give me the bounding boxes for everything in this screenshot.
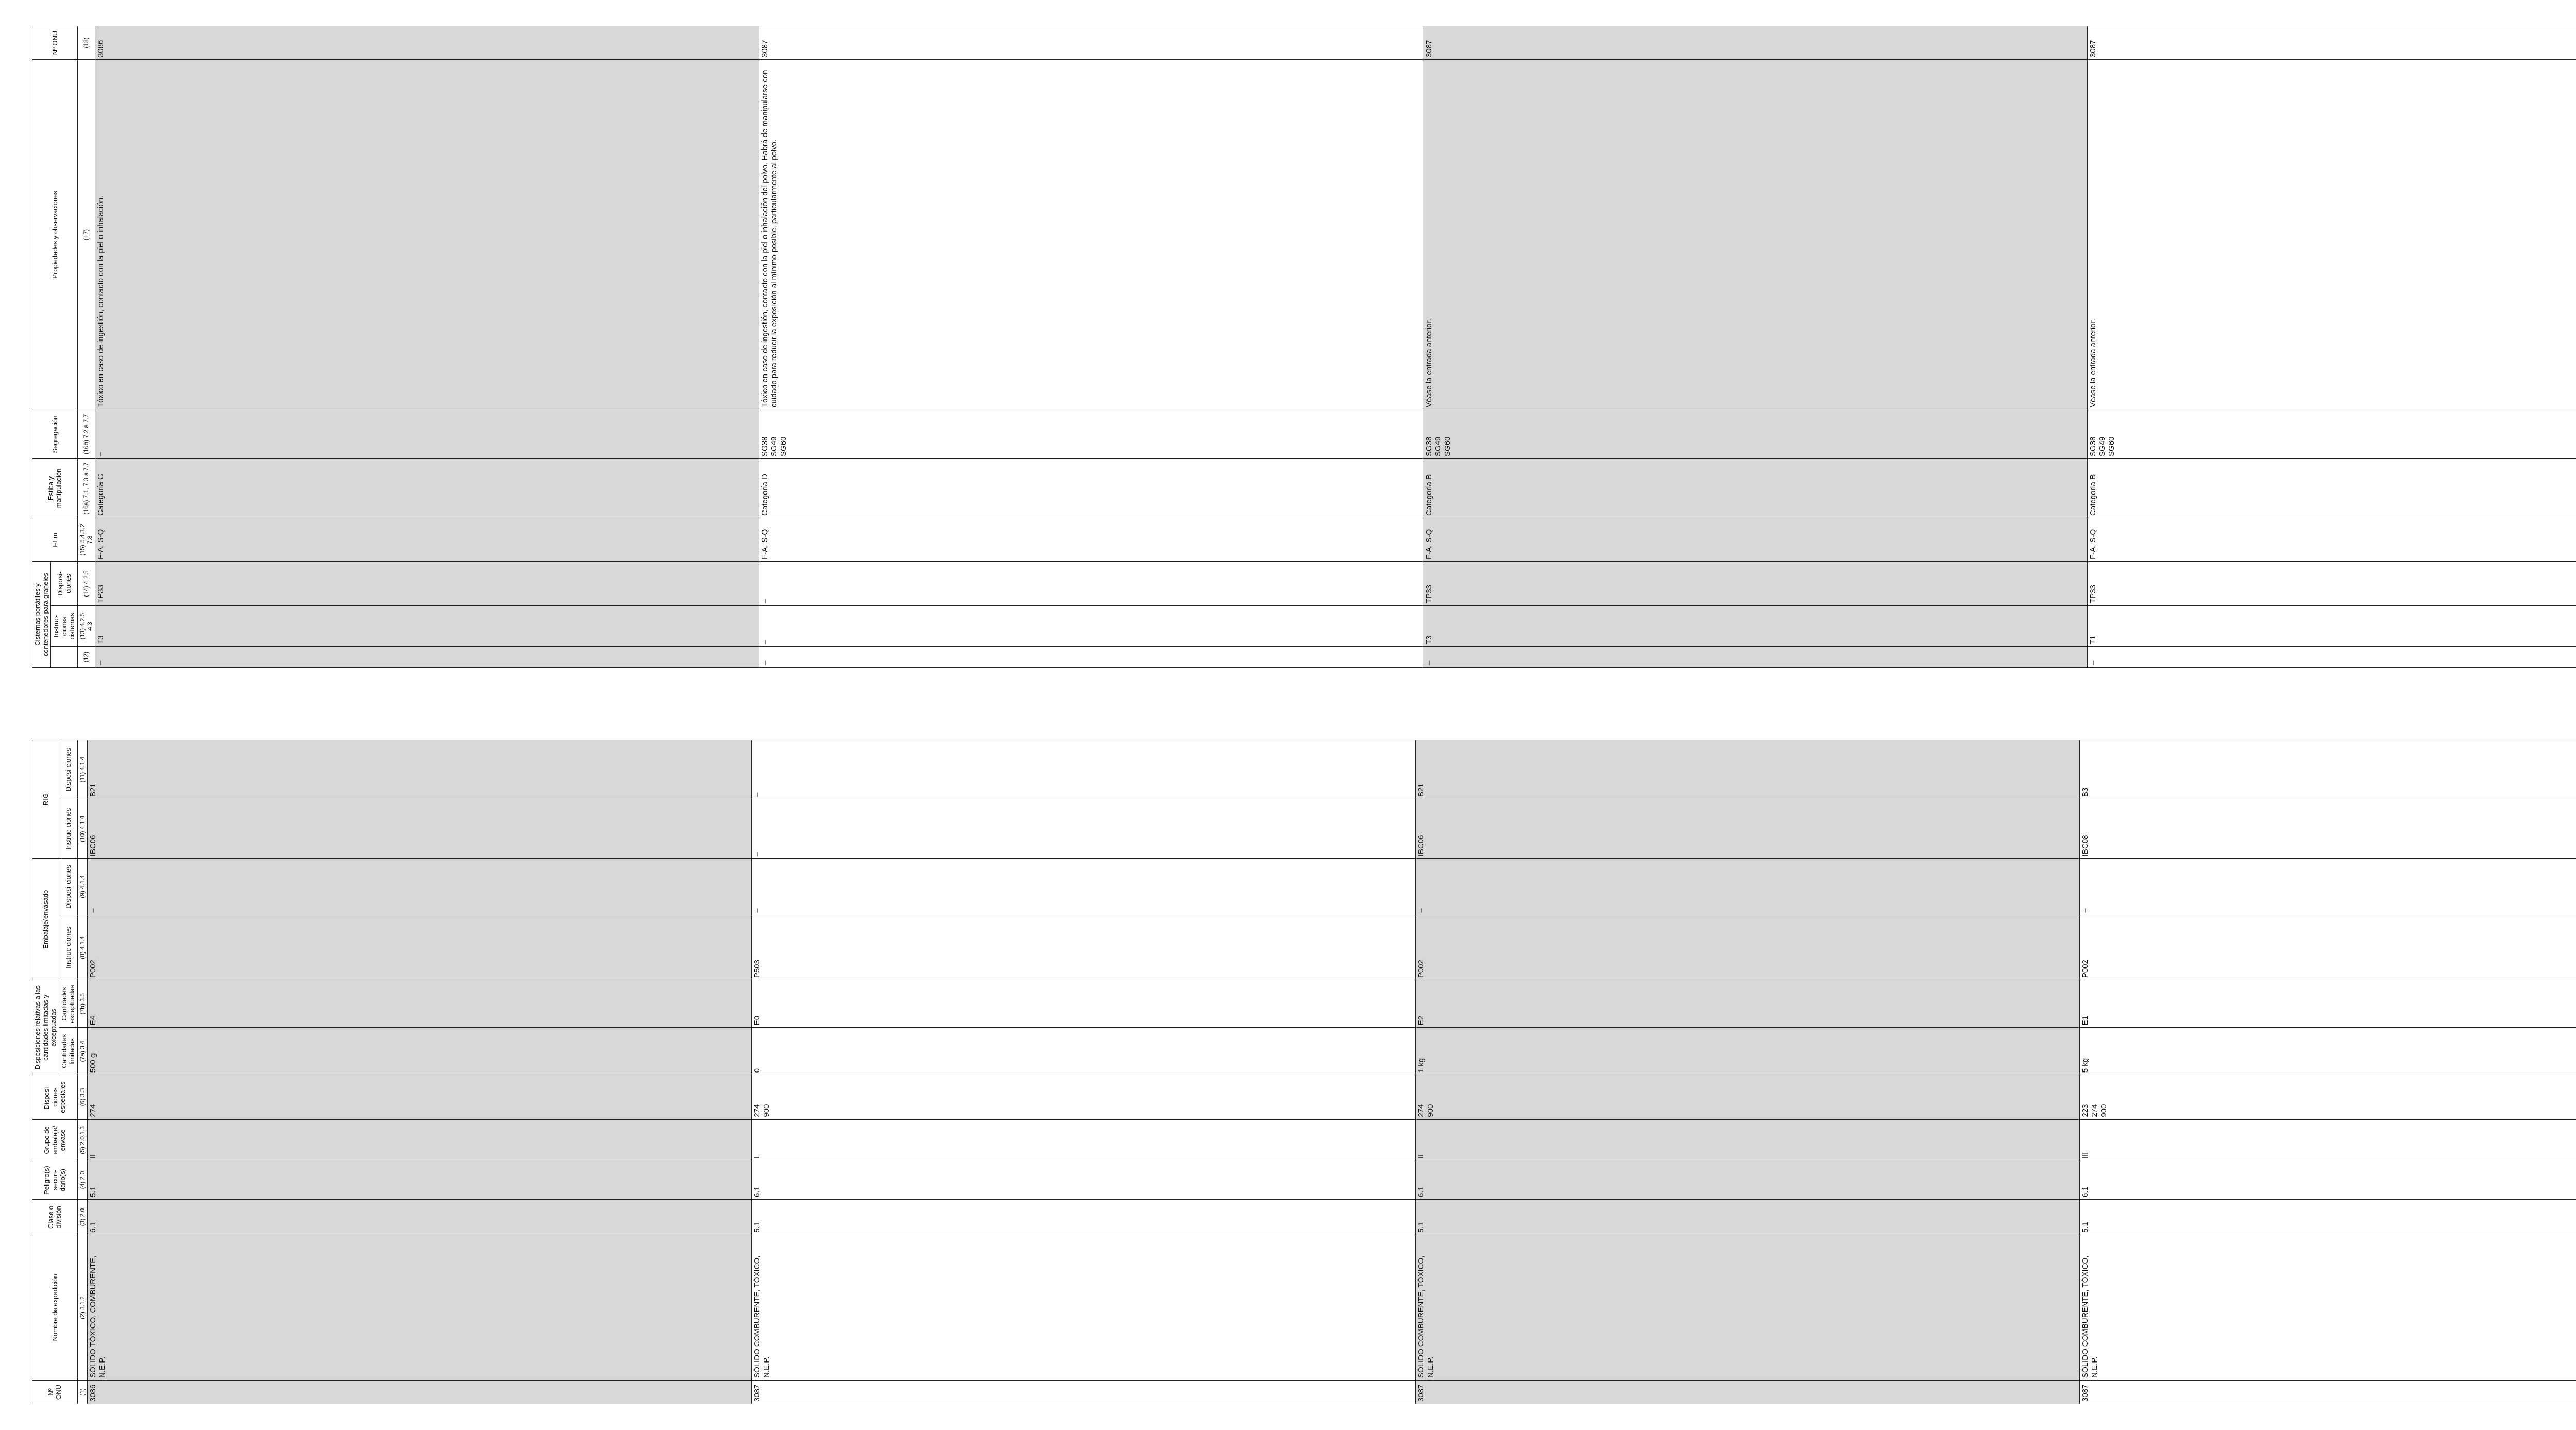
header-ibc-provisions: Disposi-ciones <box>59 740 77 799</box>
header-shipping-name: Nombre de expedición <box>32 1235 78 1381</box>
cell-special-provisions: 274 900 <box>1416 1075 2080 1119</box>
cell-onu: 3087 <box>1416 1380 2080 1404</box>
header-limited-qty: Cantidades limitadas <box>59 1028 77 1075</box>
cell-onu: 3087 <box>752 1380 1416 1404</box>
cell-onu: 3087 <box>1423 26 2087 59</box>
cell-col12: – <box>759 647 1423 668</box>
cell-class: 5.1 <box>752 1199 1416 1235</box>
column-number: (15) 5.4.3.2 7.8 <box>77 518 95 561</box>
header-subsidiary-risk: Peligro(s) secun-dario(s) <box>32 1161 78 1200</box>
column-number: (16b) 7.2 a 7.7 <box>77 410 95 458</box>
header-ibc-instructions: Instruc-ciones <box>59 799 77 859</box>
header-tank-instructions: Instruc-ciones cisternas <box>51 606 78 647</box>
column-number: (3) 2.0 <box>77 1199 87 1235</box>
dangerous-goods-table-left <box>32 740 2576 1404</box>
cell-tank-instructions: T3 <box>1423 606 2087 647</box>
column-number: (5) 2.0.1.3 <box>77 1119 87 1161</box>
cell-packing-instructions: P503 <box>752 915 1416 980</box>
cell-stowage: Categoría D <box>759 458 1423 518</box>
cell-onu: 3087 <box>2080 1380 2576 1404</box>
cell-packing-group: I <box>752 1119 1416 1161</box>
column-number: (17) <box>77 59 95 410</box>
cell-ibc-instructions: IBC08 <box>2080 799 2576 859</box>
cell-packing-provisions: – <box>88 859 752 915</box>
cell-stowage: Categoría C <box>95 458 759 518</box>
cell-packing-instructions: P002 <box>1416 915 2080 980</box>
column-number-row <box>77 26 95 667</box>
cell-packing-provisions: – <box>752 859 1416 915</box>
header-onu-right: Nº ONU <box>32 26 78 59</box>
header-class: Clase o división <box>32 1199 78 1235</box>
cell-excepted-qty: E4 <box>88 980 752 1028</box>
cell-subsidiary-risk: 6.1 <box>2080 1161 2576 1200</box>
cell-limited-qty: 5 kg <box>2080 1028 2576 1075</box>
header-tanks-group: Cisternas portátiles y contenedores para graneles <box>32 561 51 667</box>
cell-excepted-qty: E0 <box>752 980 1416 1028</box>
cell-onu: 3087 <box>759 26 1423 59</box>
column-number: (7b) 3.5 <box>77 980 87 1028</box>
header-packing-instructions: Instruc-ciones <box>59 915 77 980</box>
cell-special-provisions: 274 <box>88 1075 752 1119</box>
table-row <box>752 740 1416 1404</box>
column-number: (18) <box>77 26 95 59</box>
table-row <box>88 740 752 1404</box>
column-number: (14) 4.2.5 <box>77 561 95 605</box>
cell-ibc-instructions: IBC06 <box>1416 799 2080 859</box>
table-row <box>1423 26 2087 667</box>
header-row <box>32 26 51 667</box>
cell-packing-instructions: P002 <box>88 915 752 980</box>
cell-properties: Véase la entrada anterior. <box>1423 59 2087 410</box>
cell-class: 5.1 <box>2080 1199 2576 1235</box>
cell-excepted-qty: E1 <box>2080 980 2576 1028</box>
cell-properties: Véase la entrada anterior. <box>2087 59 2576 410</box>
cell-stowage: Categoría B <box>1423 458 2087 518</box>
cell-tank-instructions: T3 <box>95 606 759 647</box>
cell-tank-instructions: – <box>759 606 1423 647</box>
cell-ibc-instructions: IBC06 <box>88 799 752 859</box>
cell-segregation: SG38 SG49 SG60 <box>759 410 1423 458</box>
table-row <box>759 26 1423 667</box>
column-number: (7a) 3.4 <box>77 1028 87 1075</box>
cell-limited-qty: 0 <box>752 1028 1416 1075</box>
column-number: (1) <box>77 1380 87 1404</box>
cell-onu: 3087 <box>2087 26 2576 59</box>
column-number: (12) <box>77 647 95 668</box>
cell-ibc-instructions: – <box>752 799 1416 859</box>
header-ems: FEm <box>32 518 78 561</box>
header-properties: Propiedades y observaciones <box>32 59 78 410</box>
column-number: (9) 4.1.4 <box>77 859 87 915</box>
cell-properties: Tóxico en caso de ingestión, contacto con la piel o inhalación. <box>95 59 759 410</box>
cell-ibc-provisions: – <box>752 740 1416 799</box>
column-number: (2) 3.1.2 <box>77 1235 87 1381</box>
cell-subsidiary-risk: 6.1 <box>752 1161 1416 1200</box>
header-packing-group-title: Embalaje/envasado <box>32 859 59 980</box>
cell-properties: Tóxico en caso de ingestión, contacto con la piel o inhalación del polvo. Habrá de manipularse con cuidado para reducir la exposición al mínimo posible, particularmente al polvo. <box>759 59 1423 410</box>
cell-special-provisions: 274 900 <box>752 1075 1416 1119</box>
cell-subsidiary-risk: 6.1 <box>1416 1161 2080 1200</box>
header-segregation: Segregación <box>32 410 78 458</box>
table-row <box>95 26 759 667</box>
column-number: (16a) 7.1, 7.3 a 7.7 <box>77 458 95 518</box>
column-number: (4) 2.0 <box>77 1161 87 1200</box>
dangerous-goods-table-right <box>32 26 2576 668</box>
header-tank-provisions: Disposi-ciones <box>51 561 78 605</box>
header-ibc-group: RIG <box>32 740 59 859</box>
header-stowage: Estiba y manipulación <box>32 458 78 518</box>
cell-packing-provisions: – <box>2080 859 2576 915</box>
cell-limited-qty: 1 kg <box>1416 1028 2080 1075</box>
column-number: (6) 3.3 <box>77 1075 87 1119</box>
cell-shipping-name: SÓLIDO TÓXICO, COMBURENTE, N.E.P. <box>88 1235 752 1381</box>
cell-packing-group: II <box>88 1119 752 1161</box>
header-onu: Nº ONU <box>32 1380 78 1404</box>
cell-packing-provisions: – <box>1416 859 2080 915</box>
cell-ems: F-A, S-Q <box>759 518 1423 561</box>
cell-segregation: SG38 SG49 SG60 <box>2087 410 2576 458</box>
cell-segregation: SG38 SG49 SG60 <box>1423 410 2087 458</box>
cell-special-provisions: 223 274 900 <box>2080 1075 2576 1119</box>
cell-limited-qty: 500 g <box>88 1028 752 1075</box>
column-number: (8) 4.1.4 <box>77 915 87 980</box>
header-limited-excepted-group: Disposiciones relativas a las cantidades limitadas y exceptuadas <box>32 980 59 1075</box>
cell-col12: – <box>95 647 759 668</box>
cell-shipping-name: SÓLIDO COMBURENTE, TÓXICO, N.E.P. <box>752 1235 1416 1381</box>
cell-onu: 3086 <box>88 1380 752 1404</box>
header-packing-group: Grupo de embalaje/ envase <box>32 1119 78 1161</box>
cell-onu: 3086 <box>95 26 759 59</box>
cell-tank-provisions: TP33 <box>2087 561 2576 605</box>
column-number-row <box>77 740 87 1404</box>
table-row <box>2080 740 2576 1404</box>
cell-col12: – <box>1423 647 2087 668</box>
cell-excepted-qty: E2 <box>1416 980 2080 1028</box>
header-packing-provisions: Disposi-ciones <box>59 859 77 915</box>
cell-tank-provisions: TP33 <box>95 561 759 605</box>
cell-ibc-provisions: B21 <box>1416 740 2080 799</box>
cell-ibc-provisions: B3 <box>2080 740 2576 799</box>
column-number: (11) 4.1.4 <box>77 740 87 799</box>
cell-shipping-name: SÓLIDO COMBURENTE, TÓXICO, N.E.P. <box>2080 1235 2576 1381</box>
cell-class: 5.1 <box>1416 1199 2080 1235</box>
cell-packing-instructions: P002 <box>2080 915 2576 980</box>
cell-stowage: Categoría B <box>2087 458 2576 518</box>
header-row <box>32 740 59 1404</box>
cell-col12: – <box>2087 647 2576 668</box>
cell-ibc-provisions: B21 <box>88 740 752 799</box>
cell-class: 6.1 <box>88 1199 752 1235</box>
header-excepted-qty: Cantidades exceptuadas <box>59 980 77 1028</box>
column-number: (13) 4.2.5 4.3 <box>77 606 95 647</box>
header-col12-empty <box>51 647 78 668</box>
cell-packing-group: III <box>2080 1119 2576 1161</box>
cell-tank-provisions: – <box>759 561 1423 605</box>
cell-shipping-name: SÓLIDO COMBURENTE, TÓXICO, N.E.P. <box>1416 1235 2080 1381</box>
column-number: (10) 4.1.4 <box>77 799 87 859</box>
cell-ems: F-A, S-Q <box>95 518 759 561</box>
header-special-provisions: Disposi-ciones especiales <box>32 1075 78 1119</box>
cell-ems: F-A, S-Q <box>2087 518 2576 561</box>
cell-tank-provisions: TP33 <box>1423 561 2087 605</box>
cell-packing-group: II <box>1416 1119 2080 1161</box>
cell-segregation: – <box>95 410 759 458</box>
table-row <box>1416 740 2080 1404</box>
table-row <box>2087 26 2576 667</box>
cell-subsidiary-risk: 5.1 <box>88 1161 752 1200</box>
cell-ems: F-A, S-Q <box>1423 518 2087 561</box>
cell-tank-instructions: T1 <box>2087 606 2576 647</box>
